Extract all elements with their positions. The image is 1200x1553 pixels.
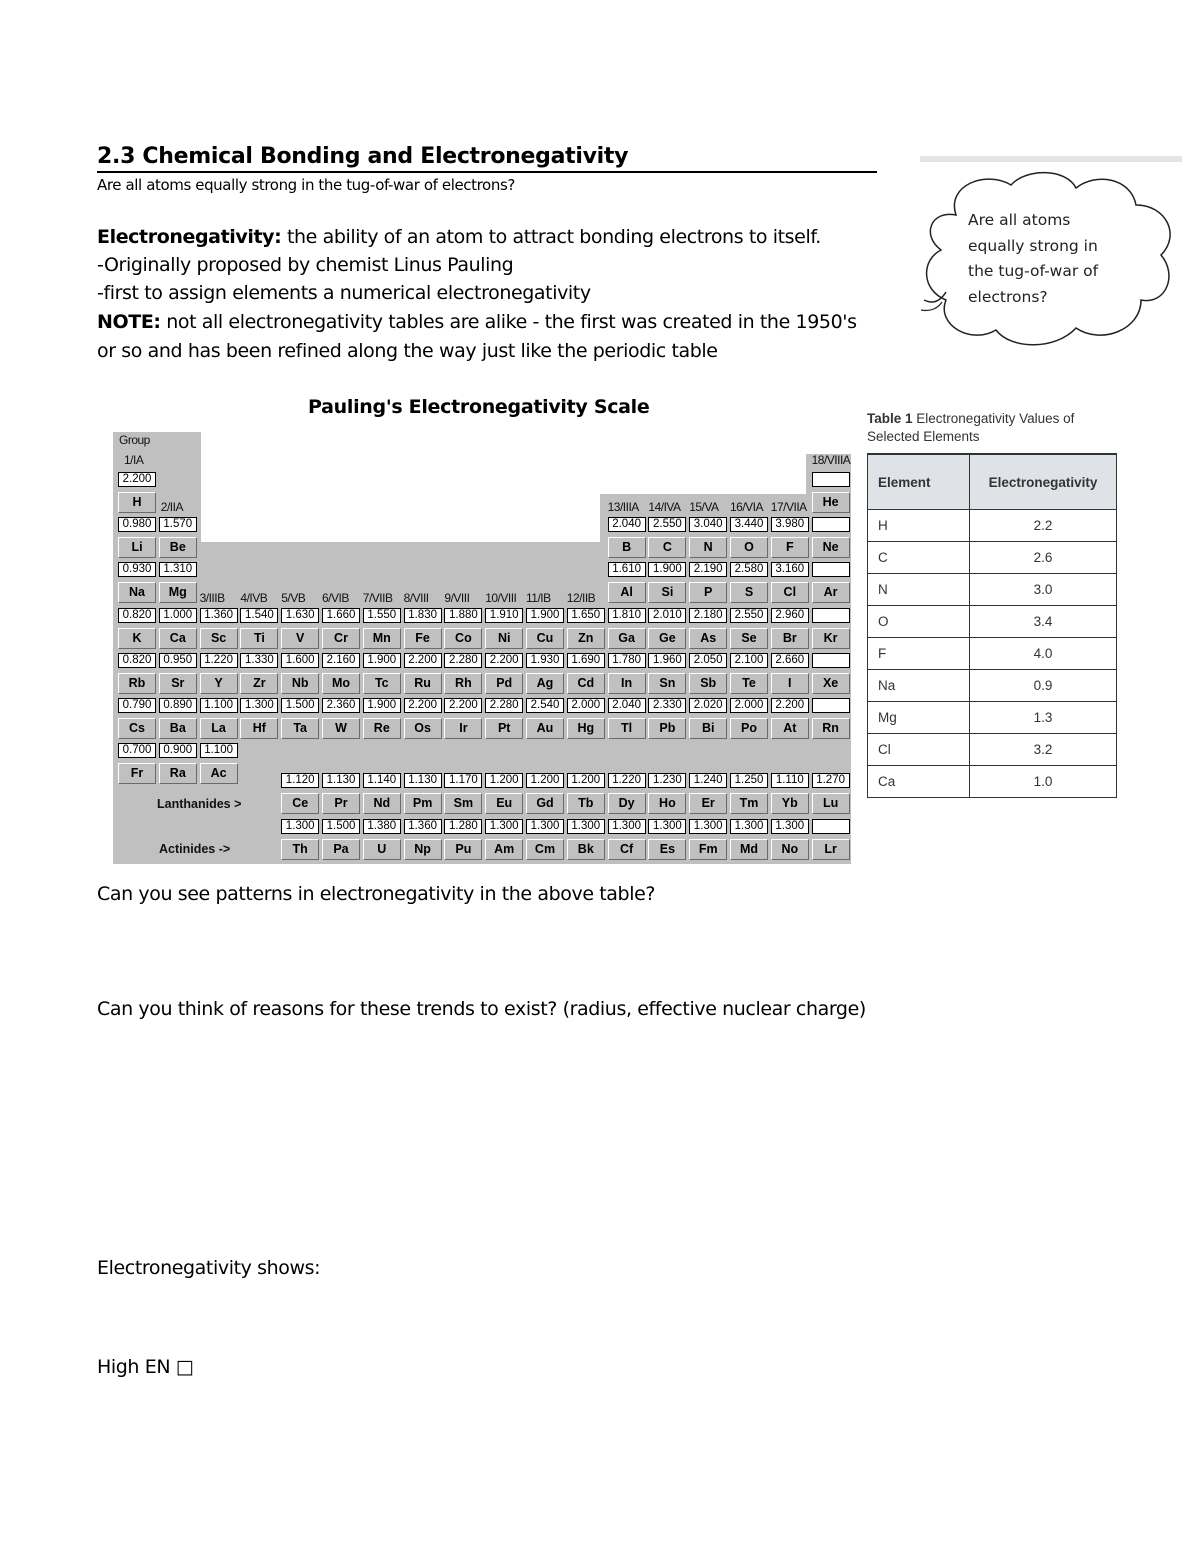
element-symbol: Ba <box>159 718 197 739</box>
group-label: 6/VIB <box>322 591 349 605</box>
en-value: 1.200 <box>485 773 523 788</box>
element-symbol: Fm <box>689 839 727 860</box>
element-symbol: Pm <box>404 793 442 814</box>
element-symbol: Md <box>730 839 768 860</box>
en-value: 1.910 <box>485 608 523 623</box>
element-symbol: Ta <box>281 718 319 739</box>
en-value: 1.660 <box>322 608 360 623</box>
lanthanides-label: Lanthanides > <box>157 797 242 811</box>
table-row <box>868 670 1117 702</box>
en-value: 0.820 <box>118 653 156 668</box>
en-value: 2.280 <box>444 653 482 668</box>
en-value: 1.110 <box>771 773 809 788</box>
group-label: 13/IIIA <box>607 500 639 514</box>
en-value: 2.160 <box>322 653 360 668</box>
page-title: 2.3 Chemical Bonding and Electronegativity <box>97 143 877 173</box>
en-value: 3.980 <box>771 517 809 532</box>
en-value: 1.300 <box>771 819 809 834</box>
en-value: 1.780 <box>608 653 646 668</box>
group-label: 17/VIIA <box>770 500 807 514</box>
en-value <box>812 819 850 834</box>
element-symbol: Zn <box>567 628 605 649</box>
en-value: 0.930 <box>118 562 156 577</box>
note-line <box>97 308 857 336</box>
note-line-2: or so and has been refined along the way just like the periodic table <box>97 340 718 362</box>
element-symbol: Cs <box>118 718 156 739</box>
element-cell: N <box>868 574 970 606</box>
cloud-text: Are all atoms equally strong in the tug-of-war of electrons? <box>968 211 1099 306</box>
en-value: 1.200 <box>567 773 605 788</box>
en-value: 1.170 <box>444 773 482 788</box>
en-value: 2.200 <box>485 653 523 668</box>
element-symbol: Re <box>363 718 401 739</box>
group-label: 9/VIII <box>444 591 470 605</box>
element-symbol: Os <box>404 718 442 739</box>
element-symbol: Nd <box>363 793 401 814</box>
en-value: 2.660 <box>771 653 809 668</box>
table-row <box>868 638 1117 670</box>
en-value: 2.000 <box>730 698 768 713</box>
en-value: 1.570 <box>159 517 197 532</box>
value-cell: 0.9 <box>970 670 1117 702</box>
element-symbol: Rb <box>118 673 156 694</box>
en-value: 1.600 <box>281 653 319 668</box>
element-symbol: Pa <box>322 839 360 860</box>
element-symbol: Sc <box>200 628 238 649</box>
group-label: 11/IB <box>526 591 551 605</box>
value-cell: 4.0 <box>970 638 1117 670</box>
en-value: 1.300 <box>281 819 319 834</box>
definition-line <box>97 223 821 251</box>
element-cell: Ca <box>868 766 970 798</box>
en-value: 1.230 <box>648 773 686 788</box>
element-symbol: F <box>771 537 809 558</box>
group-label: 10/VIII <box>485 591 517 605</box>
page-subtitle: Are all atoms equally strong in the tug-of-war of electrons? <box>97 176 515 194</box>
group-label: 14/IVA <box>648 500 681 514</box>
element-symbol: Y <box>200 673 238 694</box>
element-symbol: P <box>689 582 727 603</box>
element-symbol: Tm <box>730 793 768 814</box>
en-value: 3.160 <box>771 562 809 577</box>
element-symbol: Kr <box>812 628 850 649</box>
element-symbol: Ni <box>485 628 523 649</box>
element-symbol: Nb <box>281 673 319 694</box>
en-value: 1.000 <box>159 608 197 623</box>
en-value: 2.550 <box>730 608 768 623</box>
element-symbol: In <box>608 673 646 694</box>
element-symbol: Sn <box>648 673 686 694</box>
element-symbol: Hf <box>240 718 278 739</box>
en-value: 1.300 <box>608 819 646 834</box>
element-symbol: Se <box>730 628 768 649</box>
value-cell: 3.0 <box>970 574 1117 606</box>
group-label: 7/VIIB <box>362 591 393 605</box>
element-symbol: Ac <box>200 763 238 784</box>
en-value: 2.330 <box>648 698 686 713</box>
en-value: 0.980 <box>118 517 156 532</box>
element-symbol: Mo <box>322 673 360 694</box>
element-symbol: Rh <box>444 673 482 694</box>
en-value: 1.900 <box>363 698 401 713</box>
element-symbol: Hg <box>567 718 605 739</box>
en-value: 1.900 <box>363 653 401 668</box>
en-value: 1.300 <box>526 819 564 834</box>
table-row <box>868 702 1117 734</box>
en-value: 1.300 <box>648 819 686 834</box>
table-row <box>868 574 1117 606</box>
en-value: 0.950 <box>159 653 197 668</box>
en-value: 1.630 <box>281 608 319 623</box>
group-label: 4/IVB <box>240 591 268 605</box>
element-symbol: Pd <box>485 673 523 694</box>
en-value: 1.310 <box>159 562 197 577</box>
table1-caption <box>867 410 1107 446</box>
en-value: 1.140 <box>363 773 401 788</box>
table-header-row <box>868 454 1117 510</box>
element-symbol: Fr <box>118 763 156 784</box>
en-value: 1.900 <box>526 608 564 623</box>
en-value: 2.000 <box>567 698 605 713</box>
element-symbol: Ho <box>648 793 686 814</box>
table1-caption-label: Table 1 <box>867 411 913 426</box>
en-value: 1.100 <box>200 698 238 713</box>
element-symbol: Pb <box>648 718 686 739</box>
element-symbol: Ga <box>608 628 646 649</box>
element-symbol: Sb <box>689 673 727 694</box>
en-value: 2.050 <box>689 653 727 668</box>
element-symbol: Ge <box>648 628 686 649</box>
en-value: 1.360 <box>200 608 238 623</box>
en-value: 1.610 <box>608 562 646 577</box>
en-value: 1.360 <box>404 819 442 834</box>
element-symbol: Sm <box>444 793 482 814</box>
element-symbol: S <box>730 582 768 603</box>
prompt-electronegativity-shows: Electronegativity shows: <box>97 1257 321 1279</box>
en-value: 1.220 <box>200 653 238 668</box>
periodic-table-title: Pauling's Electronegativity Scale <box>308 396 650 418</box>
definition-term: Electronegativity: <box>97 226 282 248</box>
en-value: 2.180 <box>689 608 727 623</box>
element-symbol: Ag <box>526 673 564 694</box>
prompt-high-en: High EN □ <box>97 1356 194 1378</box>
element-symbol: Ca <box>159 628 197 649</box>
actinides-label: Actinides -> <box>159 842 231 856</box>
element-symbol: Er <box>689 793 727 814</box>
element-symbol: Fe <box>404 628 442 649</box>
en-value: 1.690 <box>567 653 605 668</box>
element-symbol: No <box>771 839 809 860</box>
en-value: 3.440 <box>730 517 768 532</box>
group-label: 8/VIII <box>403 591 429 605</box>
en-value: 0.790 <box>118 698 156 713</box>
en-value <box>812 653 850 668</box>
en-value: 1.830 <box>404 608 442 623</box>
en-value: 2.200 <box>771 698 809 713</box>
definition-line-2: -Originally proposed by chemist Linus Pauling <box>97 254 514 276</box>
element-cell: O <box>868 606 970 638</box>
question-patterns: Can you see patterns in electronegativity in the above table? <box>97 883 656 905</box>
element-symbol: Tc <box>363 673 401 694</box>
element-symbol: Ra <box>159 763 197 784</box>
en-value <box>812 562 850 577</box>
element-symbol: Np <box>404 839 442 860</box>
element-symbol: He <box>812 492 850 513</box>
note-text: not all electronegativity tables are alike - the first was created in the 1950's <box>160 311 857 333</box>
element-cell: H <box>868 510 970 542</box>
en-value: 0.820 <box>118 608 156 623</box>
en-value: 1.120 <box>281 773 319 788</box>
element-symbol: Yb <box>771 793 809 814</box>
en-value: 1.380 <box>363 819 401 834</box>
group-label: 18/VIIIA <box>811 453 851 467</box>
definition-text: the ability of an atom to attract bonding electrons to itself. <box>281 226 821 248</box>
element-symbol: Li <box>118 537 156 558</box>
element-symbol: O <box>730 537 768 558</box>
en-value: 1.130 <box>322 773 360 788</box>
element-symbol: Ti <box>240 628 278 649</box>
en-value: 1.300 <box>689 819 727 834</box>
element-symbol: Gd <box>526 793 564 814</box>
en-value: 2.280 <box>485 698 523 713</box>
table-row <box>868 510 1117 542</box>
en-value: 1.220 <box>608 773 646 788</box>
en-value: 1.960 <box>648 653 686 668</box>
value-cell: 1.3 <box>970 702 1117 734</box>
en-value: 1.300 <box>240 698 278 713</box>
value-cell: 1.0 <box>970 766 1117 798</box>
en-value: 1.270 <box>812 773 850 788</box>
en-value: 1.550 <box>363 608 401 623</box>
table-row <box>868 542 1117 574</box>
en-value: 2.960 <box>771 608 809 623</box>
en-value: 3.040 <box>689 517 727 532</box>
element-symbol: Na <box>118 582 156 603</box>
element-symbol: At <box>771 718 809 739</box>
element-symbol: Pu <box>444 839 482 860</box>
group-label: 16/VIA <box>730 500 764 514</box>
element-symbol: Pt <box>485 718 523 739</box>
element-symbol: Si <box>648 582 686 603</box>
en-value <box>812 608 850 623</box>
en-value: 1.130 <box>404 773 442 788</box>
element-cell: Cl <box>868 734 970 766</box>
en-value <box>812 517 850 532</box>
table-row <box>868 606 1117 638</box>
en-value: 1.930 <box>526 653 564 668</box>
en-value: 0.700 <box>118 743 156 758</box>
en-value: 2.190 <box>689 562 727 577</box>
en-value <box>812 698 850 713</box>
element-symbol: Bi <box>689 718 727 739</box>
element-cell: F <box>868 638 970 670</box>
element-symbol: Sr <box>159 673 197 694</box>
element-symbol: V <box>281 628 319 649</box>
element-symbol: Bk <box>567 839 605 860</box>
element-symbol: Pr <box>322 793 360 814</box>
value-cell: 2.6 <box>970 542 1117 574</box>
definition-line-3: -first to assign elements a numerical electronegativity <box>97 282 591 304</box>
element-symbol: As <box>689 628 727 649</box>
element-symbol: La <box>200 718 238 739</box>
en-value: 1.240 <box>689 773 727 788</box>
element-cell: Na <box>868 670 970 702</box>
electronegativity-table <box>867 453 1117 798</box>
en-value: 2.360 <box>322 698 360 713</box>
en-value: 1.300 <box>730 819 768 834</box>
note-label: NOTE: <box>97 311 161 333</box>
en-value: 2.040 <box>608 517 646 532</box>
element-symbol: Co <box>444 628 482 649</box>
element-symbol: Ne <box>812 537 850 558</box>
table-row <box>868 734 1117 766</box>
element-symbol: Cm <box>526 839 564 860</box>
element-symbol: Mn <box>363 628 401 649</box>
en-value: 1.810 <box>608 608 646 623</box>
en-value: 0.890 <box>159 698 197 713</box>
en-value: 1.900 <box>648 562 686 577</box>
en-value: 2.200 <box>404 698 442 713</box>
element-symbol: Po <box>730 718 768 739</box>
value-cell: 3.2 <box>970 734 1117 766</box>
element-symbol: Ir <box>444 718 482 739</box>
group-label: 15/VA <box>689 500 719 514</box>
element-symbol: Cu <box>526 628 564 649</box>
element-symbol: Zr <box>240 673 278 694</box>
en-value: 1.330 <box>240 653 278 668</box>
en-value: 2.040 <box>608 698 646 713</box>
element-symbol: N <box>689 537 727 558</box>
element-symbol: I <box>771 673 809 694</box>
element-symbol: Cr <box>322 628 360 649</box>
en-value: 2.200 <box>404 653 442 668</box>
element-symbol: U <box>363 839 401 860</box>
group-label: 5/VB <box>281 591 306 605</box>
en-value: 1.500 <box>281 698 319 713</box>
column-header-electronegativity: Electronegativity <box>970 454 1117 510</box>
en-value: 2.100 <box>730 653 768 668</box>
group-header-label: Group <box>119 433 150 447</box>
en-value <box>812 472 850 487</box>
en-value: 2.200 <box>118 472 156 487</box>
value-cell: 3.4 <box>970 606 1117 638</box>
en-value: 2.540 <box>526 698 564 713</box>
en-value: 2.010 <box>648 608 686 623</box>
table-row <box>868 766 1117 798</box>
element-symbol: Tb <box>567 793 605 814</box>
en-value: 2.200 <box>444 698 482 713</box>
en-value: 1.880 <box>444 608 482 623</box>
group-label: 12/IIB <box>566 591 596 605</box>
en-value: 1.650 <box>567 608 605 623</box>
en-value: 0.900 <box>159 743 197 758</box>
group-label: 2/IIA <box>160 500 183 514</box>
element-symbol: Ce <box>281 793 319 814</box>
element-symbol: Lu <box>812 793 850 814</box>
element-symbol: K <box>118 628 156 649</box>
element-symbol: Te <box>730 673 768 694</box>
en-value: 1.100 <box>200 743 238 758</box>
element-symbol: Al <box>608 582 646 603</box>
element-cell: Mg <box>868 702 970 734</box>
element-symbol: Br <box>771 628 809 649</box>
element-symbol: Eu <box>485 793 523 814</box>
group-label: 3/IIIB <box>199 591 225 605</box>
element-symbol: Cd <box>567 673 605 694</box>
element-symbol: Lr <box>812 839 850 860</box>
element-symbol: Au <box>526 718 564 739</box>
element-symbol: Es <box>648 839 686 860</box>
table1-caption-text: Electronegativity Values of Selected Elements <box>867 411 1075 444</box>
en-value: 2.580 <box>730 562 768 577</box>
element-symbol: Be <box>159 537 197 558</box>
en-value: 1.250 <box>730 773 768 788</box>
element-symbol: Rn <box>812 718 850 739</box>
question-reasons: Can you think of reasons for these trends to exist? (radius, effective nuclear charge) <box>97 998 866 1020</box>
column-header-element: Element <box>868 454 970 510</box>
element-symbol: Ar <box>812 582 850 603</box>
en-value: 2.020 <box>689 698 727 713</box>
en-value: 2.550 <box>648 517 686 532</box>
en-value: 1.300 <box>567 819 605 834</box>
element-symbol: Ru <box>404 673 442 694</box>
element-symbol: Cl <box>771 582 809 603</box>
element-symbol: Mg <box>159 582 197 603</box>
element-symbol: Th <box>281 839 319 860</box>
element-symbol: C <box>648 537 686 558</box>
element-symbol: Dy <box>608 793 646 814</box>
en-value: 1.200 <box>526 773 564 788</box>
element-symbol: Am <box>485 839 523 860</box>
group-label: 1/IA <box>124 453 144 467</box>
en-value: 1.500 <box>322 819 360 834</box>
element-symbol: W <box>322 718 360 739</box>
element-symbol: Tl <box>608 718 646 739</box>
element-symbol: Xe <box>812 673 850 694</box>
en-value: 1.540 <box>240 608 278 623</box>
en-value: 1.280 <box>444 819 482 834</box>
element-symbol: H <box>118 492 156 513</box>
element-symbol: B <box>608 537 646 558</box>
element-cell: C <box>868 542 970 574</box>
value-cell: 2.2 <box>970 510 1117 542</box>
element-symbol: Cf <box>608 839 646 860</box>
en-value: 1.300 <box>485 819 523 834</box>
